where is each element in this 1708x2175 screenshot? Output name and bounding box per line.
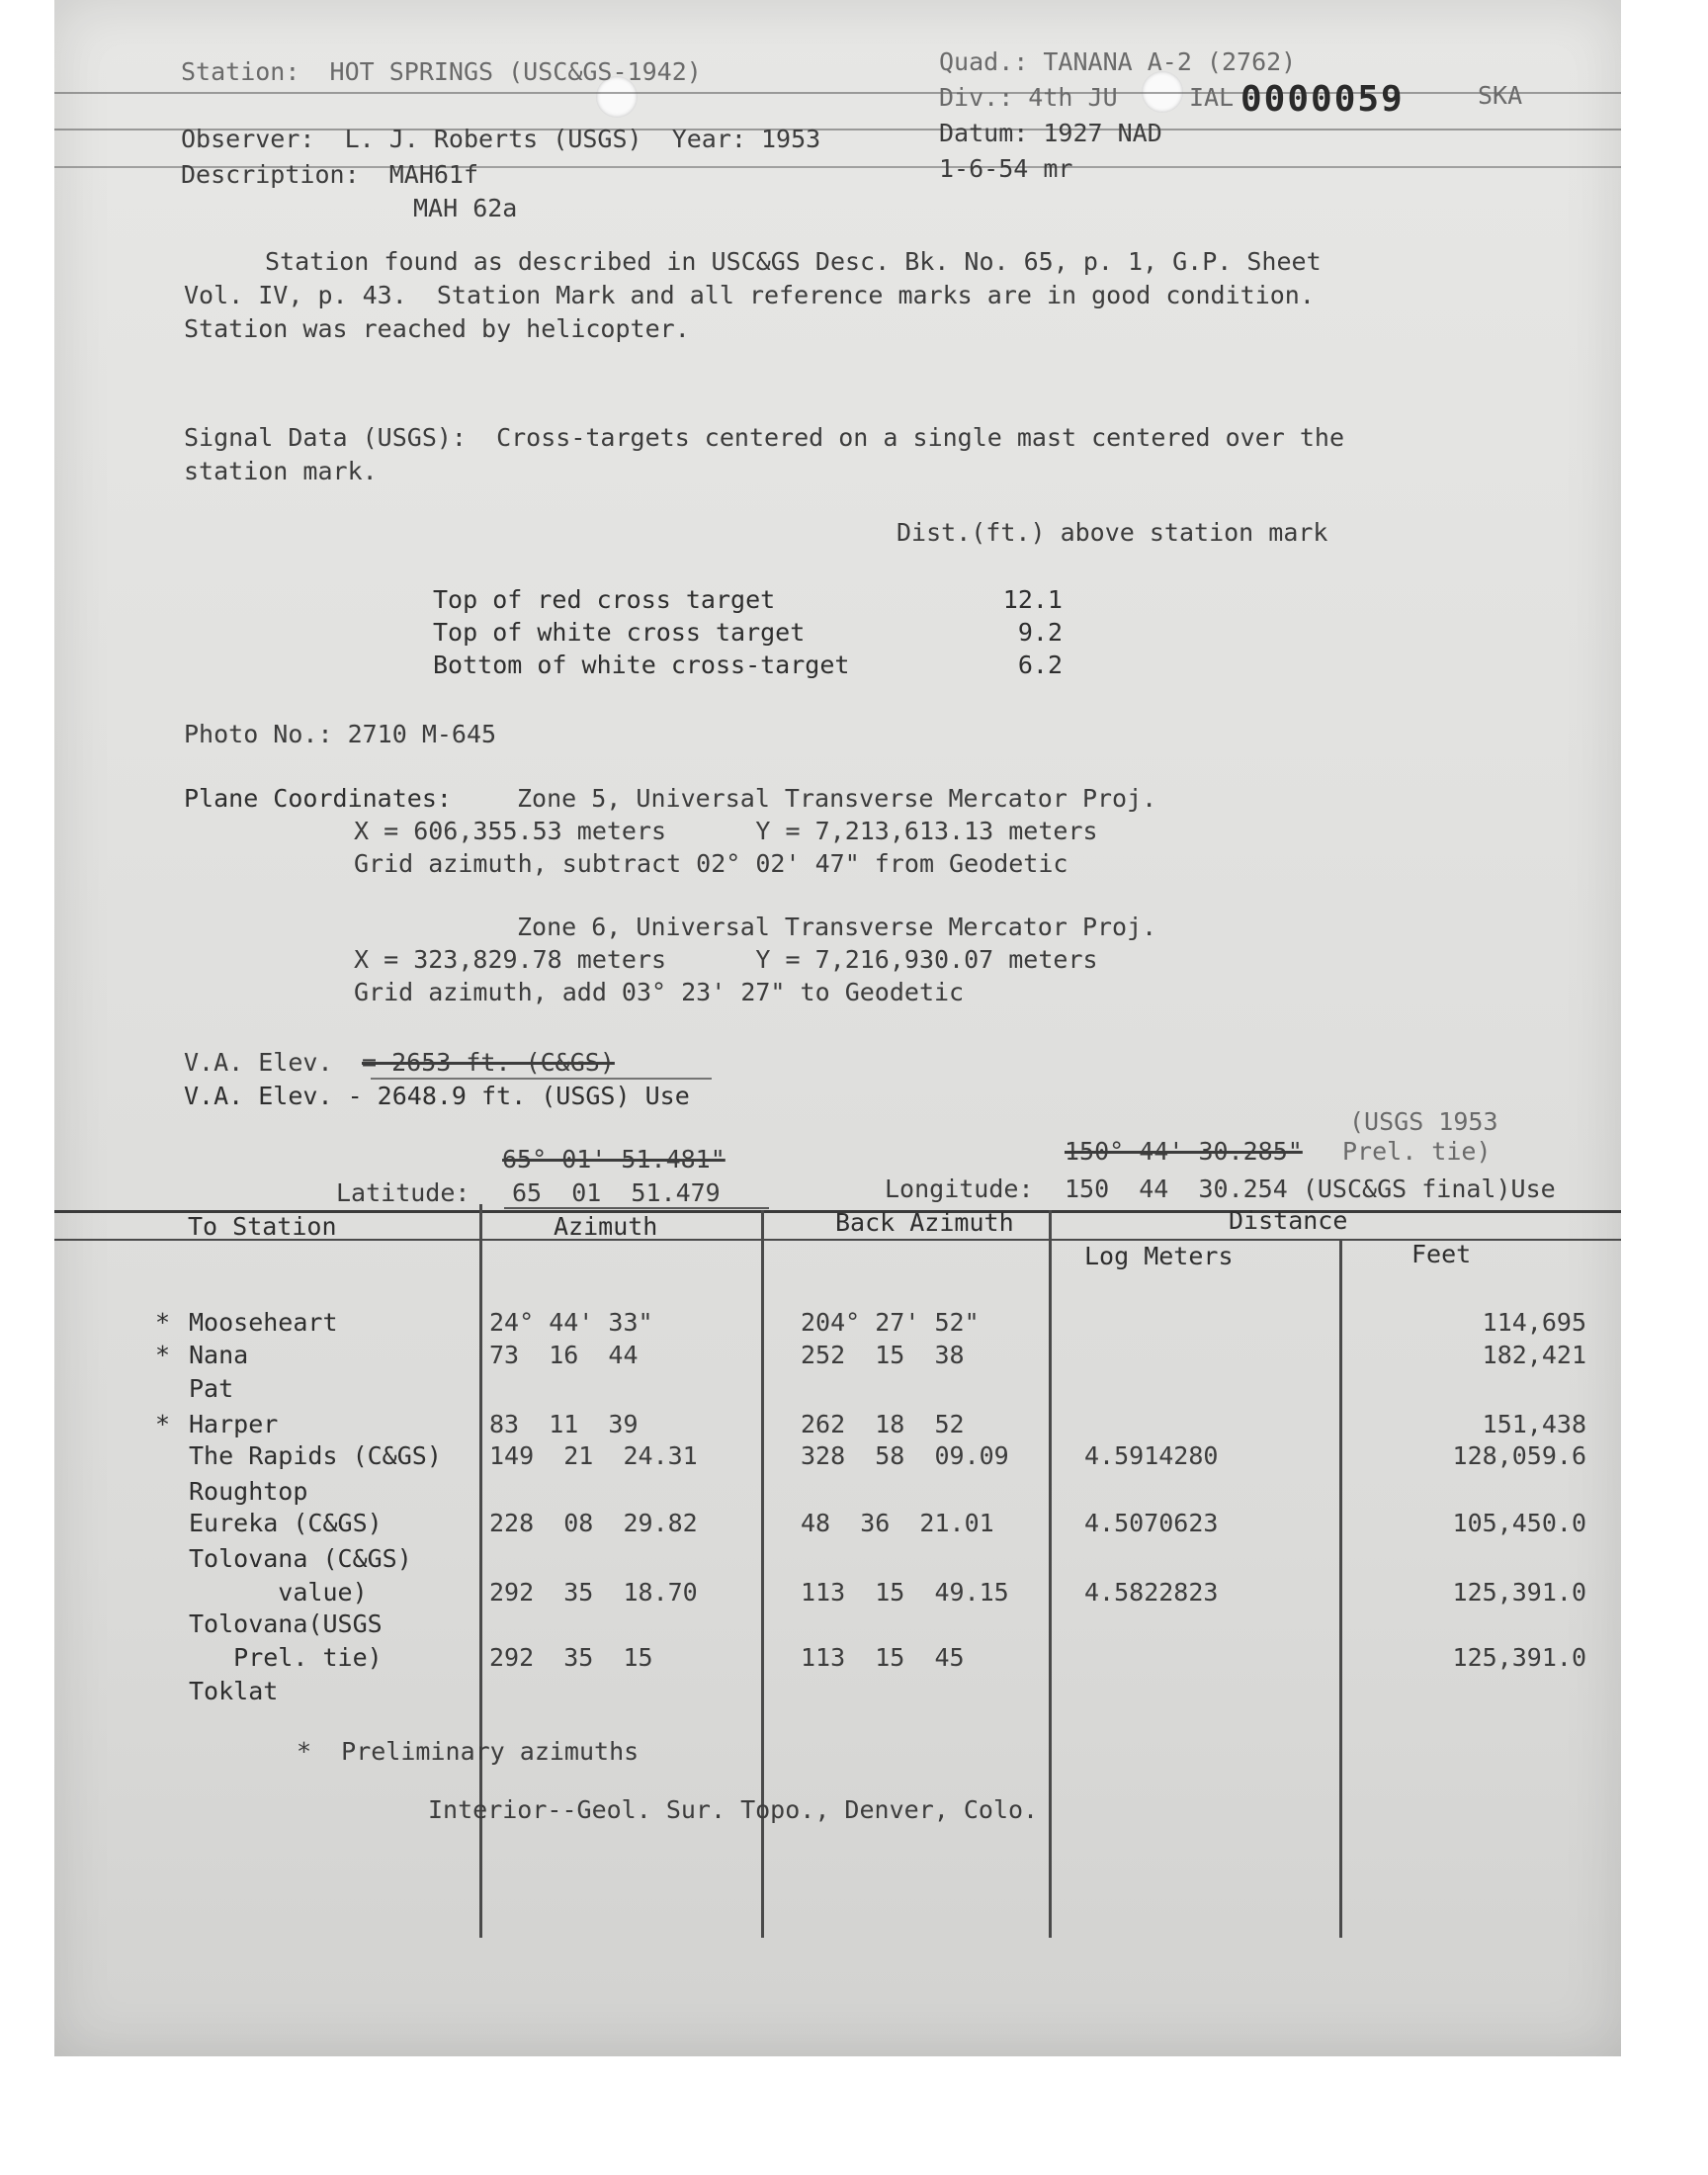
- usgs-note-2: Prel. tie): [1342, 1137, 1492, 1166]
- table-row-station: Eureka (C&GS): [189, 1509, 383, 1537]
- signal-data-line-2: station mark.: [184, 457, 378, 485]
- division-end: SKA: [1478, 81, 1523, 110]
- col-header-back-azimuth: Back Azimuth: [835, 1208, 1014, 1237]
- table-row-azimuth: 149 21 24.31: [489, 1441, 698, 1470]
- table-row-station: Roughtop: [189, 1477, 308, 1506]
- quad-label: Quad.: TANANA A-2 (2762): [939, 47, 1297, 76]
- table-row-feet: 105,450.0: [1452, 1509, 1586, 1537]
- latitude-underline: [504, 1207, 769, 1209]
- target-value-red-top: 12.1: [1002, 585, 1063, 614]
- table-row-azimuth: 228 08 29.82: [489, 1509, 698, 1537]
- table-row-feet: 128,059.6: [1452, 1441, 1586, 1470]
- table-row-back-azimuth: 113 15 45: [801, 1643, 965, 1672]
- distance-header: Dist.(ft.) above station mark: [897, 518, 1328, 547]
- signal-data-line-1: Signal Data (USGS): Cross-targets centered on a single mast centered over the: [184, 423, 1344, 452]
- table-row-back-azimuth: 252 15 38: [801, 1341, 965, 1369]
- table-row-station: Mooseheart: [189, 1308, 338, 1337]
- table-row-star: *: [155, 1341, 171, 1369]
- latitude-value: 65 01 51.479: [512, 1178, 721, 1207]
- photo-number: Photo No.: 2710 M-645: [184, 720, 497, 748]
- division-tail: IAL: [1189, 83, 1235, 112]
- table-row-feet: 151,438: [1482, 1410, 1586, 1438]
- file-number-stamp: 0000059: [1240, 79, 1405, 120]
- table-row-azimuth: 292 35 18.70: [489, 1578, 698, 1607]
- col-header-distance: Distance: [1229, 1206, 1348, 1235]
- table-row-back-azimuth: 328 58 09.09: [801, 1441, 1009, 1470]
- latitude-label: Latitude:: [336, 1178, 470, 1207]
- col-header-to-station: To Station: [188, 1212, 337, 1241]
- description-paragraph-line-2: Vol. IV, p. 43. Station Mark and all reference marks are in good condition.: [184, 281, 1315, 309]
- table-row-azimuth: 292 35 15: [489, 1643, 653, 1672]
- table-row-azimuth: 24° 44' 33": [489, 1308, 653, 1337]
- table-col-divider-1: [479, 1204, 482, 1938]
- usgs-note-1: (USGS 1953: [1349, 1107, 1498, 1136]
- zone-5-label: Zone 5, Universal Transverse Mercator Proj.: [517, 784, 1157, 813]
- table-row-back-azimuth: 262 18 52: [801, 1410, 965, 1438]
- description-paragraph-line-3: Station was reached by helicopter.: [184, 314, 690, 343]
- zone-5-grid-azimuth: Grid azimuth, subtract 02° 02' 47" from Geodetic: [354, 849, 1068, 878]
- table-row-feet: 125,391.0: [1452, 1643, 1586, 1672]
- table-row-feet: 125,391.0: [1452, 1578, 1586, 1607]
- target-label-white-bottom: Bottom of white cross-target: [433, 651, 850, 679]
- zone-6-label: Zone 6, Universal Transverse Mercator Proj.: [517, 913, 1157, 941]
- table-row-feet: 182,421: [1482, 1341, 1586, 1369]
- table-row-station: Prel. tie): [189, 1643, 383, 1672]
- longitude-struck: 150° 44' 30.285": [1065, 1137, 1303, 1166]
- table-row-log-meters: 4.5822823: [1084, 1578, 1219, 1607]
- station-name: Station: HOT SPRINGS (USC&GS-1942): [181, 57, 702, 86]
- table-row-back-azimuth: 48 36 21.01: [801, 1509, 994, 1537]
- table-row-back-azimuth: 113 15 49.15: [801, 1578, 1009, 1607]
- description-paragraph-line-1: Station found as described in USC&GS Desc. Bk. No. 65, p. 1, G.P. Sheet: [265, 247, 1322, 276]
- table-row-azimuth: 73 16 44: [489, 1341, 639, 1369]
- table-row-station: Toklat: [189, 1677, 279, 1705]
- description-line: Description: MAH61f: [181, 160, 479, 189]
- elevation-line-1-struck: = 2653 ft. (C&GS): [362, 1048, 615, 1077]
- col-header-azimuth: Azimuth: [554, 1212, 658, 1241]
- table-col-divider-3: [1049, 1210, 1052, 1938]
- table-row-azimuth: 83 11 39: [489, 1410, 639, 1438]
- longitude-label: Longitude:: [885, 1174, 1034, 1203]
- zone-6-coordinates: X = 323,829.78 meters Y = 7,216,930.07 meters: [354, 945, 1098, 974]
- table-row-station: Harper: [189, 1410, 279, 1438]
- elevation-line-1-prefix: V.A. Elev.: [184, 1048, 348, 1077]
- elevation-line-2: V.A. Elev. - 2648.9 ft. (USGS) Use: [184, 1082, 690, 1110]
- table-row-log-meters: 4.5914280: [1084, 1441, 1219, 1470]
- agency-line: Interior--Geol. Sur. Topo., Denver, Colo.: [428, 1795, 1039, 1824]
- table-col-divider-4: [1339, 1239, 1342, 1938]
- table-col-divider-2: [761, 1210, 764, 1938]
- zone-5-coordinates: X = 606,355.53 meters Y = 7,213,613.13 meters: [354, 817, 1098, 845]
- table-row-star: *: [155, 1308, 171, 1337]
- latitude-struck: 65° 01' 51.481": [502, 1145, 726, 1174]
- longitude-value: 150 44 30.254 (USC&GS final)Use: [1065, 1174, 1556, 1203]
- table-row-station: Tolovana(USGS: [189, 1610, 383, 1638]
- division-label: Div.: 4th JU: [939, 83, 1118, 112]
- table-row-station: value): [189, 1578, 368, 1607]
- description-line-2: MAH 62a: [413, 194, 518, 222]
- table-row-back-azimuth: 204° 27' 52": [801, 1308, 980, 1337]
- plane-coordinates-title: Plane Coordinates:: [184, 784, 452, 813]
- table-row-station: Pat: [189, 1374, 234, 1403]
- document-sheet: [54, 0, 1621, 2056]
- date-initials: 1-6-54 mr: [939, 154, 1073, 183]
- table-footnote: * Preliminary azimuths: [297, 1737, 640, 1766]
- col-header-feet: Feet: [1411, 1240, 1472, 1268]
- datum-label: Datum: 1927 NAD: [939, 119, 1162, 147]
- zone-6-grid-azimuth: Grid azimuth, add 03° 23' 27" to Geodetic: [354, 978, 965, 1006]
- table-row-feet: 114,695: [1482, 1308, 1586, 1337]
- target-value-white-top: 9.2: [1017, 618, 1063, 647]
- table-row-station: Tolovana (C&GS): [189, 1544, 412, 1573]
- table-row-station: Nana: [189, 1341, 249, 1369]
- table-row-star: *: [155, 1410, 171, 1438]
- target-label-white-top: Top of white cross target: [433, 618, 806, 647]
- elevation-underline: [371, 1078, 712, 1080]
- target-value-white-bottom: 6.2: [1017, 651, 1063, 679]
- observer-line: Observer: L. J. Roberts (USGS) Year: 1953: [181, 125, 821, 153]
- target-label-red-top: Top of red cross target: [433, 585, 776, 614]
- col-header-log-meters: Log Meters: [1084, 1242, 1234, 1270]
- table-row-log-meters: 4.5070623: [1084, 1509, 1219, 1537]
- table-row-station: The Rapids (C&GS): [189, 1441, 442, 1470]
